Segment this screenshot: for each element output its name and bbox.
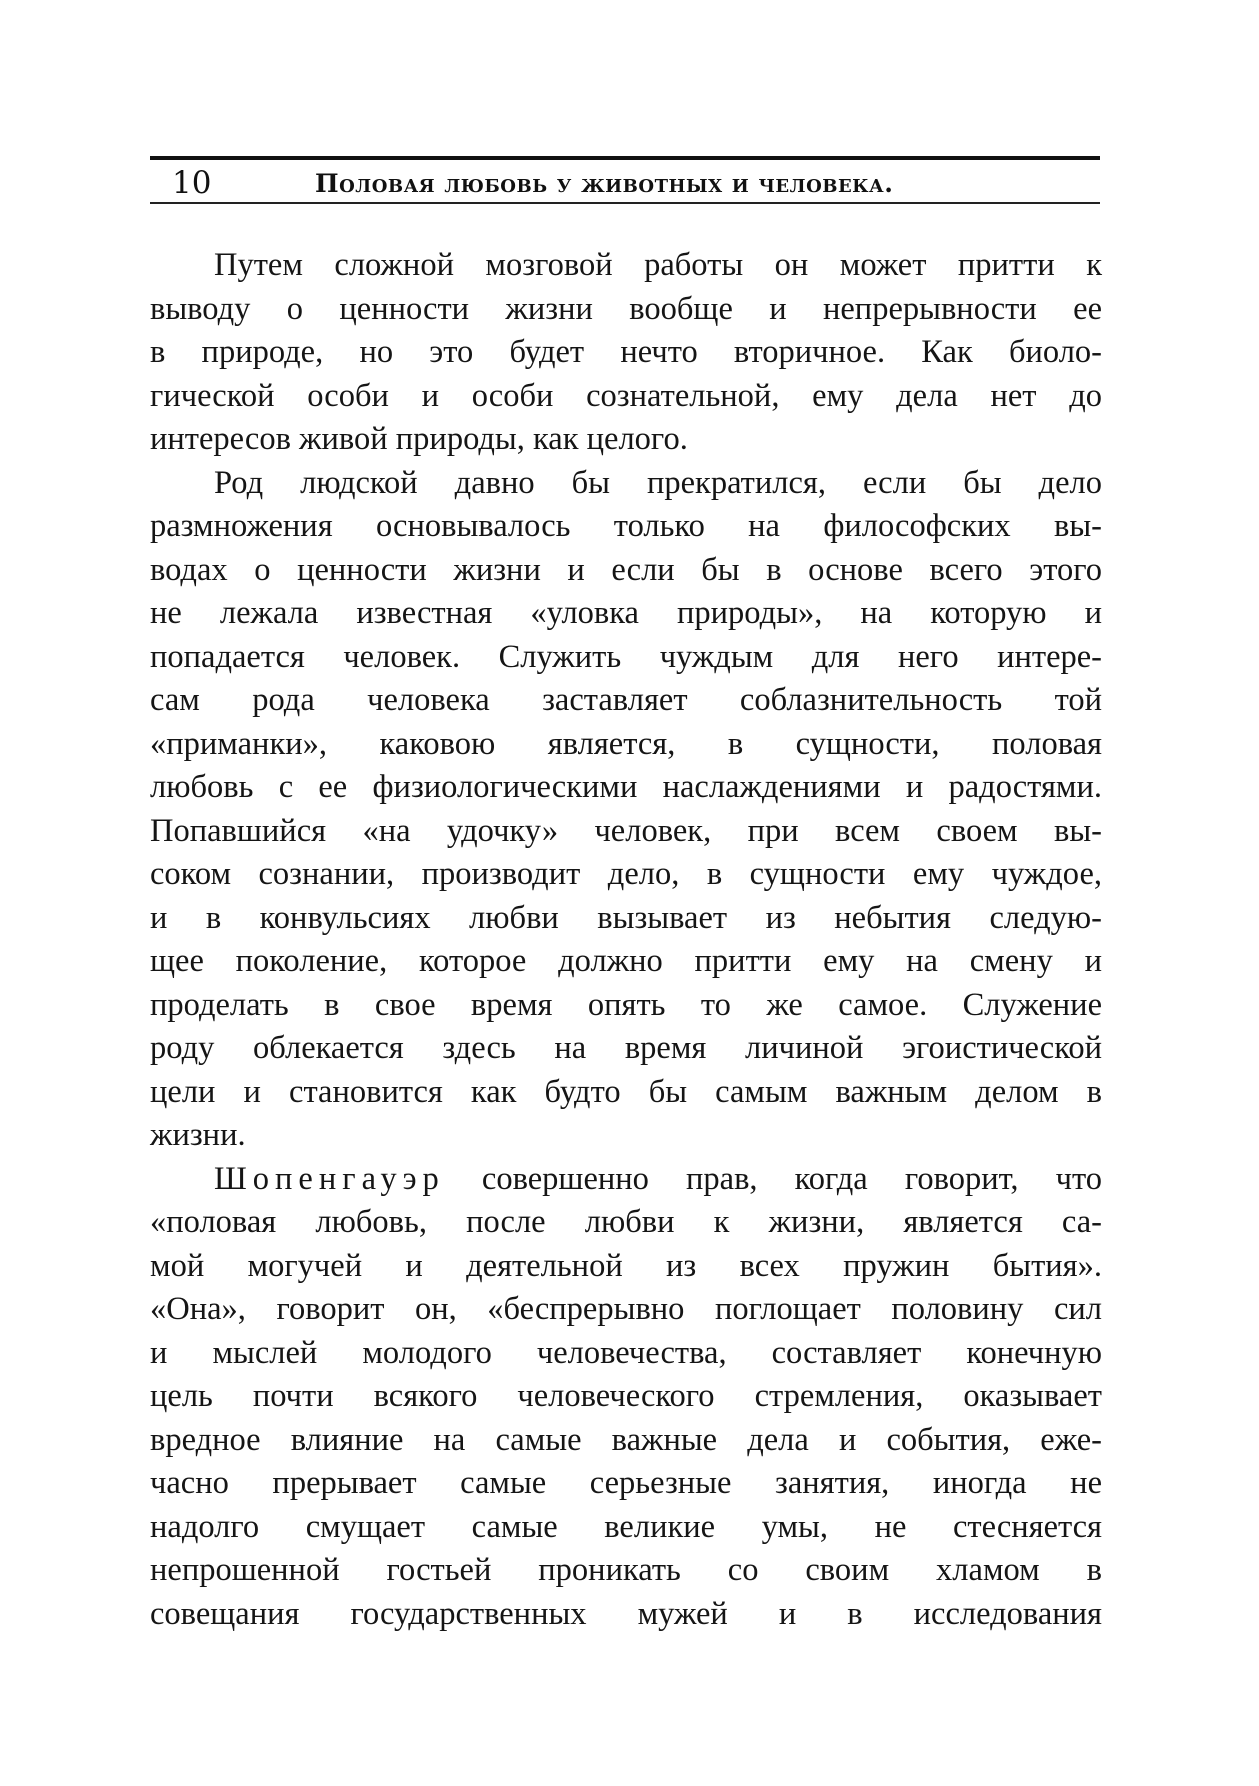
text-line-first [150, 1158, 1102, 1202]
header-bottom-rule [150, 202, 1100, 204]
text-line: размножения основывалось только на философских вы- [150, 508, 1102, 544]
text-line: надолго смущает самые великие умы, не стесняется [150, 1508, 1102, 1545]
text-line: вредное влияние на самые важные дела и события, еже- [150, 1421, 1102, 1458]
text-line: Род людской давно бы прекратился, если бы дело [214, 464, 1102, 501]
paragraph-1 [150, 244, 1102, 462]
running-header [150, 150, 1100, 208]
text-line: и в конвульсиях любви вызывает из небытия следую- [150, 899, 1102, 936]
header-top-rule [150, 156, 1100, 160]
text-line: Путем сложной мозговой работы он может притти к [214, 247, 1102, 283]
text-line: выводу о ценности жизни вообще и непрерывности ее [150, 290, 1102, 327]
text-line: жизни. [150, 1117, 246, 1153]
text-line: цель почти всякого человеческого стремления, оказывает [150, 1378, 1102, 1414]
running-title: Половая любовь у животных и человека. [315, 169, 894, 198]
text-line: непрошенной гостьей проникать со своим хламом в [150, 1552, 1102, 1588]
text-line: любовь с ее физиологическими наслаждениями и радостями. [150, 769, 1102, 805]
text-line: щее поколение, которое должно притти ему на смену и [150, 943, 1102, 979]
text-line: «Она», говорит он, «беспрерывно поглощает половину сил [150, 1291, 1102, 1327]
text-line: Попавшийся «на удочку» человек, при всем своем вы- [150, 812, 1102, 849]
text-line: не лежала известная «уловка природы», на которую и [150, 595, 1102, 631]
text-line: интересов живой природы, как целого. [150, 421, 688, 457]
text-line: соком сознании, производит дело, в сущности ему чуждое, [150, 856, 1102, 892]
text-line: водах о ценности жизни и если бы в основе всего этого [150, 551, 1102, 588]
text-line: часно прерывает самые серьезные занятия, иногда не [150, 1465, 1102, 1501]
spaced-name: Шопенгауэр [214, 1160, 445, 1197]
text-line: гической особи и особи сознательной, ему дела нет до [150, 377, 1102, 414]
text-line: «приманки», каковою является, в сущности, половая [150, 725, 1102, 762]
paragraph-3 [150, 1158, 1102, 1637]
text-line: совещания государственных мужей и в исследования [150, 1595, 1102, 1632]
text-line: проделать в свое время опять то же самое. Служение [150, 986, 1102, 1023]
text-line: роду облекается здесь на время личиной эгоистической [150, 1030, 1102, 1066]
text-line: сам рода человека заставляет соблазнительность той [150, 682, 1102, 718]
text-line: «половая любовь, после любви к жизни, является са- [150, 1204, 1102, 1240]
text-line: и мыслей молодого человечества, составляет конечную [150, 1334, 1102, 1371]
text-line: попадается человек. Служить чуждым для него интере- [150, 638, 1102, 675]
text-line: в природе, но это будет нечто вторичное. Как биоло- [150, 334, 1102, 370]
text-line: цели и становится как будто бы самым важным делом в [150, 1073, 1102, 1110]
text-line: мой могучей и деятельной из всех пружин бытия». [150, 1247, 1102, 1284]
text-line-rest: совершенно прав, когда говорит, что [444, 1160, 1102, 1197]
body-text [150, 244, 1102, 1636]
paragraph-2 [150, 462, 1102, 1158]
page-number: 10 [172, 165, 212, 201]
